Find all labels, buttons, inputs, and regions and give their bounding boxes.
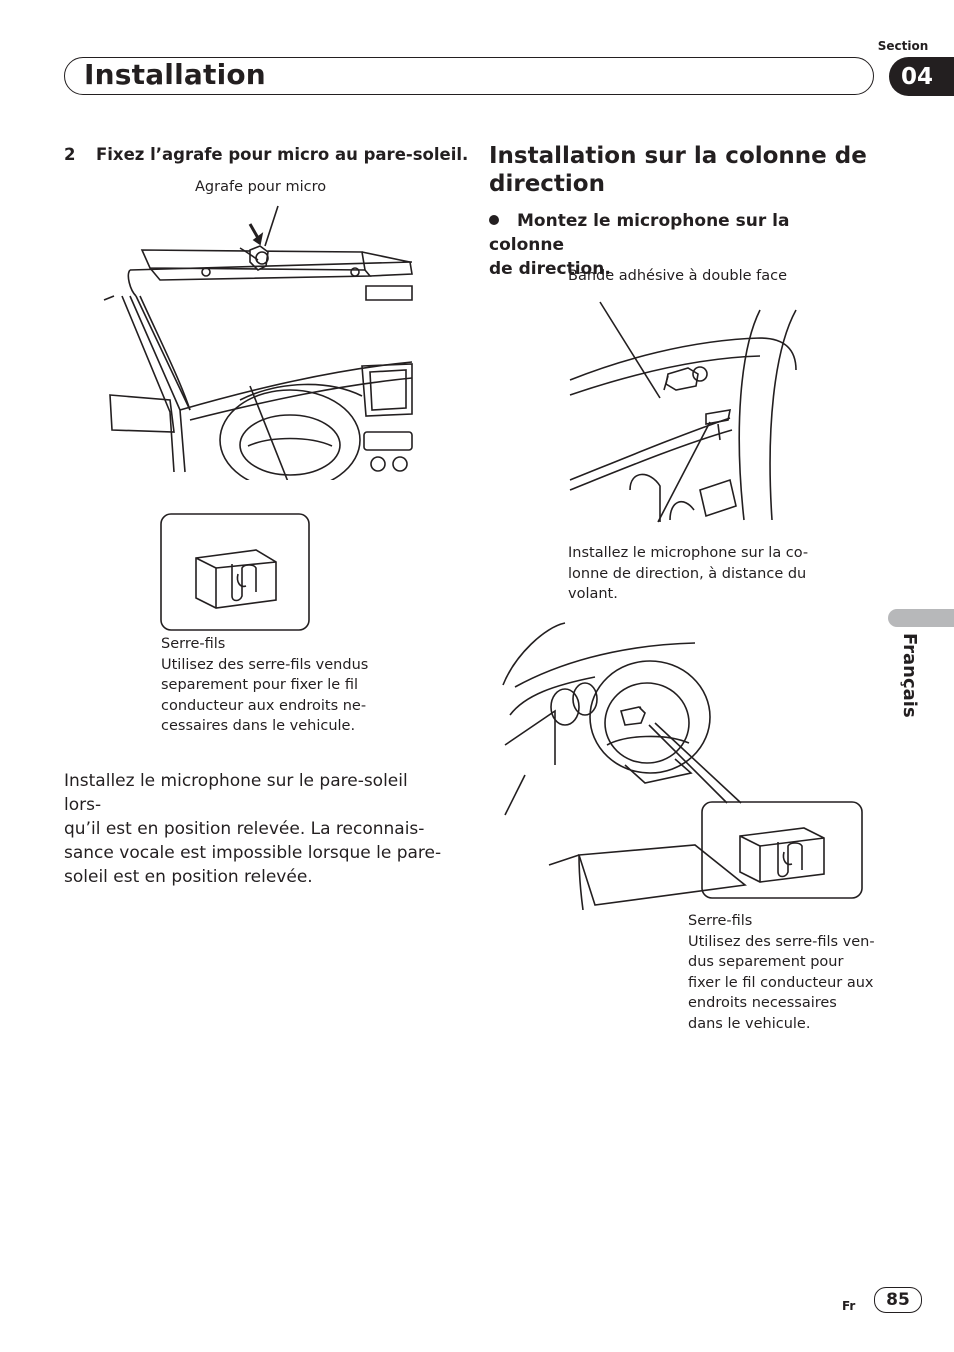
tie-line-right-5: dans le vehicule.: [688, 1016, 811, 1032]
step-text: Fixez l’agrafe pour micro au pare-soleil.: [96, 145, 469, 164]
tie-line-right-3: fixer le fil conducteur aux: [688, 975, 874, 991]
caption-line-3: volant.: [568, 586, 618, 602]
sun-visor-illustration: [100, 200, 420, 480]
step-number: 2: [64, 145, 76, 164]
cable-tie-detail-left: [160, 512, 312, 632]
tie-line-left-3: conducteur aux endroits ne-: [161, 698, 367, 714]
body-paragraph: [64, 769, 449, 889]
cable-tie-detail-right: [700, 800, 864, 900]
body-line-2: qu’il est en position relevée. La reconnais-: [64, 819, 425, 839]
language-tab: [888, 609, 954, 627]
tie-title-right: Serre-fils: [688, 913, 753, 929]
tie-line-left-2: separement pour fixer le fil: [161, 677, 358, 693]
steering-column-illustration: [560, 290, 810, 540]
page-number: 85: [874, 1287, 922, 1313]
heading-line-1: Installation sur la colonne de: [489, 143, 867, 169]
caption-line-2: lonne de direction, à distance du: [568, 566, 807, 582]
heading-line-2: direction: [489, 171, 605, 197]
callout-tape-label: Bande adhésive à double face: [568, 268, 788, 284]
caption-line-1: Installez le microphone sur la co-: [568, 545, 809, 561]
step-2: [64, 145, 468, 164]
body-line-1: Installez le microphone sur le pare-soleil lors-: [64, 771, 408, 815]
section-heading: [489, 142, 889, 198]
tie-line-right-2: dus separement pour: [688, 954, 844, 970]
tie-line-right-1: Utilisez des serre-fils ven-: [688, 934, 875, 950]
tie-title-left: Serre-fils: [161, 636, 226, 652]
footer-lang-code: Fr: [842, 1299, 856, 1313]
tie-line-right-4: endroits necessaires: [688, 995, 837, 1011]
section-label: Section: [877, 39, 929, 53]
body-line-4: soleil est en position relevée.: [64, 867, 313, 887]
bullet-line-2: de direction.: [489, 259, 611, 279]
tie-line-left-1: Utilisez des serre-fils vendus: [161, 657, 369, 673]
bullet-dot-icon: [489, 215, 499, 225]
callout-clip-label: Agrafe pour micro: [195, 179, 327, 195]
page-title: Installation: [84, 58, 266, 91]
language-label: Français: [899, 633, 920, 718]
body-line-3: sance vocale est impossible lorsque le pare-: [64, 843, 442, 863]
tie-line-left-4: cessaires dans le vehicule.: [161, 718, 356, 734]
bullet-line-1: Montez le microphone sur la colonne: [489, 211, 790, 255]
section-number-badge: 04: [889, 57, 954, 96]
